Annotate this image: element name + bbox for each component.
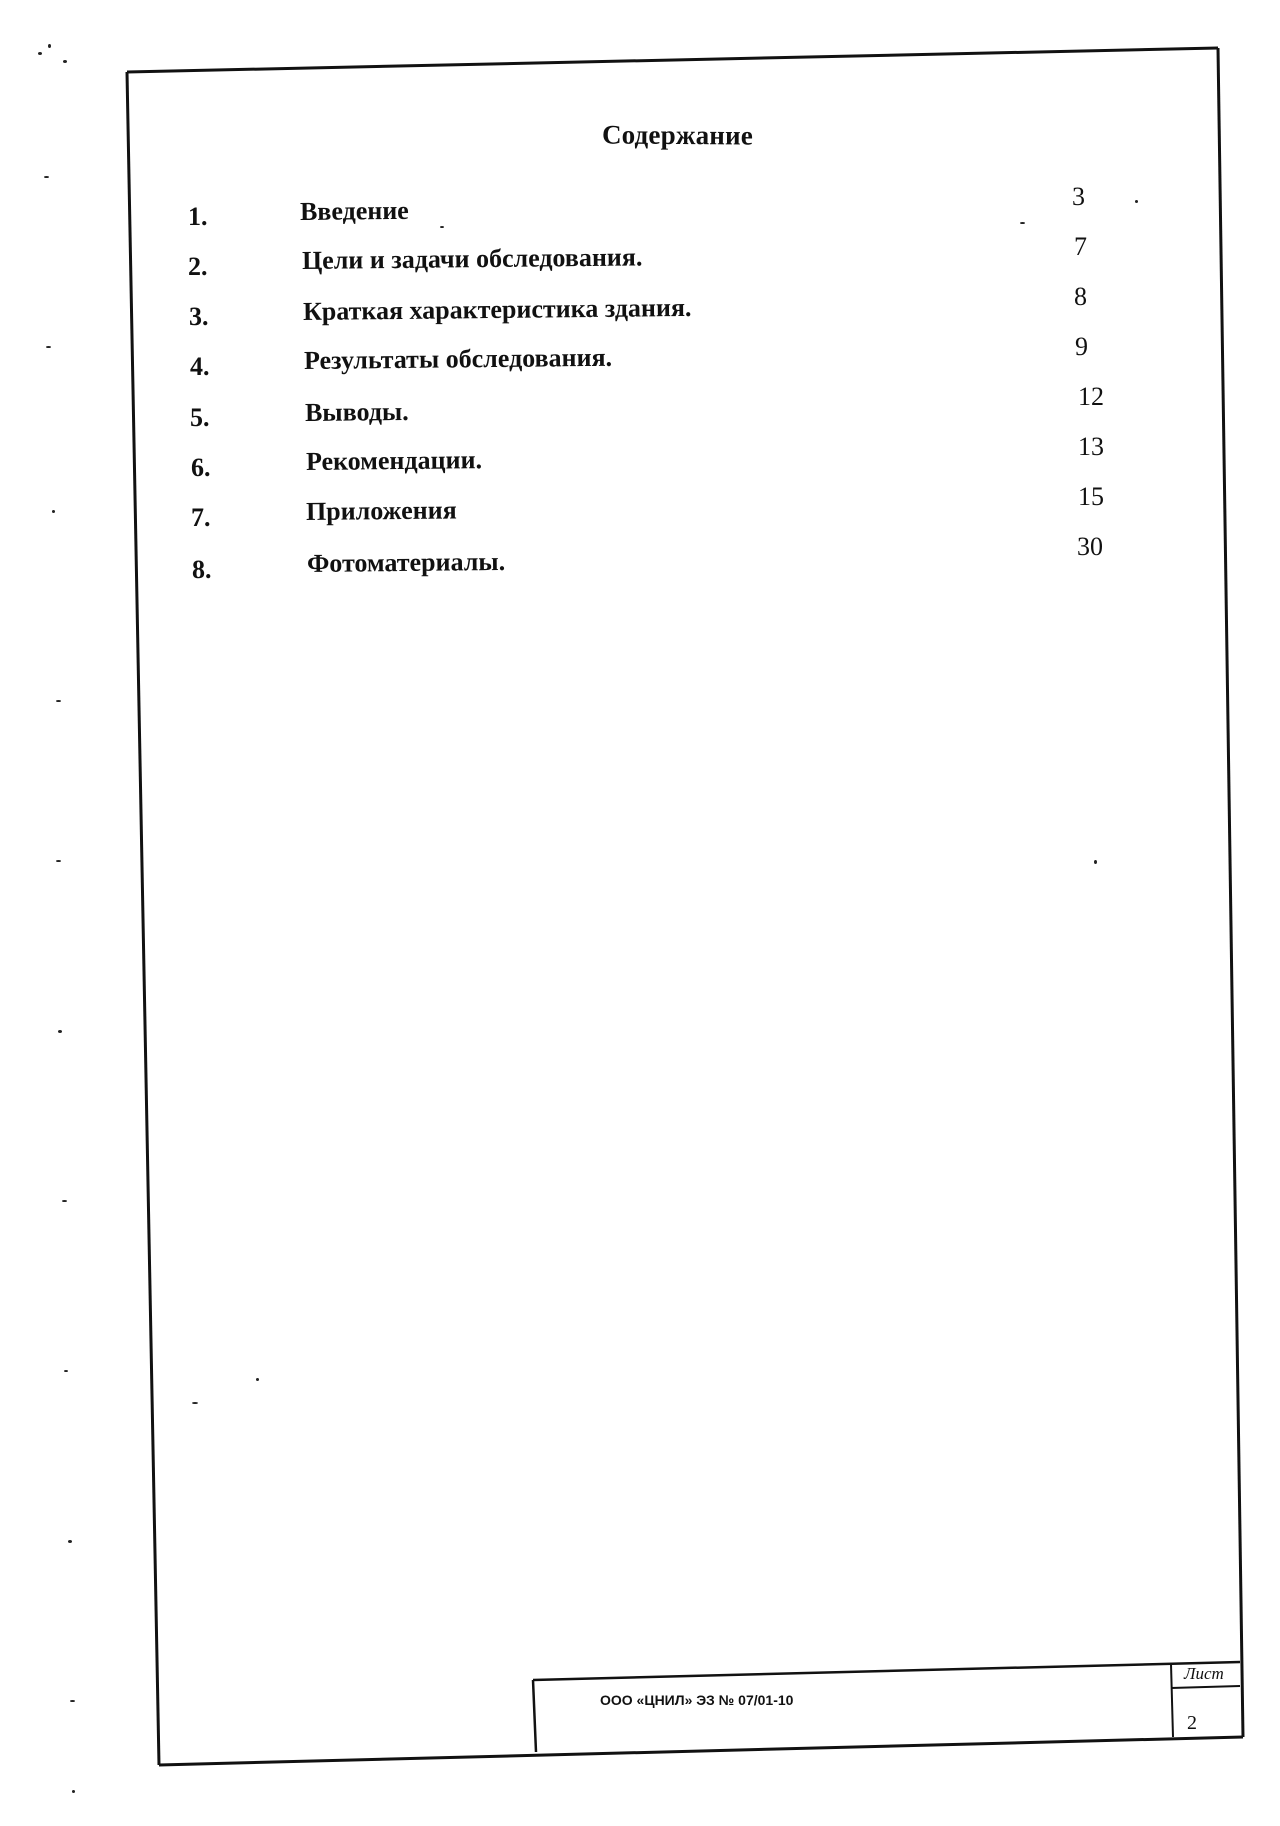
toc-item-label: Приложения: [305, 495, 457, 526]
toc-item-number: 5.: [190, 403, 210, 432]
toc-item-number: 3.: [189, 302, 209, 331]
scan-speck: [58, 1030, 62, 1033]
toc-item-label: Введение: [299, 195, 409, 226]
toc-item-label: Фотоматериалы.: [306, 546, 506, 578]
scan-speck: [63, 60, 67, 63]
scan-speck: [56, 700, 61, 702]
toc-item-label: Рекомендации.: [305, 445, 483, 476]
toc-item-number: 1.: [188, 202, 208, 231]
toc-item-page: 9: [1075, 332, 1088, 361]
toc-item-label: Выводы.: [304, 396, 409, 427]
toc-item-page: 30: [1077, 532, 1103, 561]
toc-item-page: 3: [1072, 182, 1085, 211]
document-code: ООО «ЦНИЛ» ЭЗ № 07/01-10: [600, 1692, 794, 1708]
scan-speck: [192, 1402, 198, 1404]
scan-speck: [38, 52, 42, 55]
toc-item-number: 7.: [191, 503, 211, 532]
scan-speck: [1135, 200, 1138, 203]
document-title: Содержание: [601, 119, 754, 151]
scan-speck: [44, 176, 49, 178]
scan-speck: [64, 1370, 68, 1372]
scan-speck: [1020, 222, 1025, 224]
scan-speck: [72, 1790, 75, 1793]
toc-item-number: 6.: [191, 453, 211, 482]
scan-speck: [46, 346, 51, 348]
sheet-caption: Лист: [1184, 1664, 1224, 1683]
scan-speck: [256, 1378, 259, 1381]
toc-item-label: Результаты обследования.: [303, 342, 613, 375]
scan-speck: [48, 44, 51, 48]
scan-speck: [1094, 860, 1097, 864]
toc-item-page: 12: [1078, 382, 1104, 411]
toc-item-page: 15: [1078, 482, 1104, 511]
toc-item-page: 8: [1074, 282, 1087, 311]
toc-item-page: 13: [1078, 432, 1104, 461]
toc-item-number: 4.: [190, 352, 210, 381]
scan-speck: [52, 510, 55, 513]
scan-speck: [440, 226, 444, 228]
toc-item-page: 7: [1074, 232, 1087, 261]
toc-item-label: Цели и задачи обследования.: [301, 242, 643, 275]
toc-item-number: 2.: [188, 252, 208, 281]
scan-speck: [68, 1540, 72, 1543]
scan-speck: [70, 1700, 75, 1702]
toc-item-label: Краткая характеристика здания.: [302, 292, 692, 326]
scan-speck: [62, 1200, 67, 1202]
sheet-number: 2: [1187, 1712, 1197, 1734]
toc-item-number: 8.: [192, 555, 212, 584]
scan-speck: [56, 860, 61, 862]
